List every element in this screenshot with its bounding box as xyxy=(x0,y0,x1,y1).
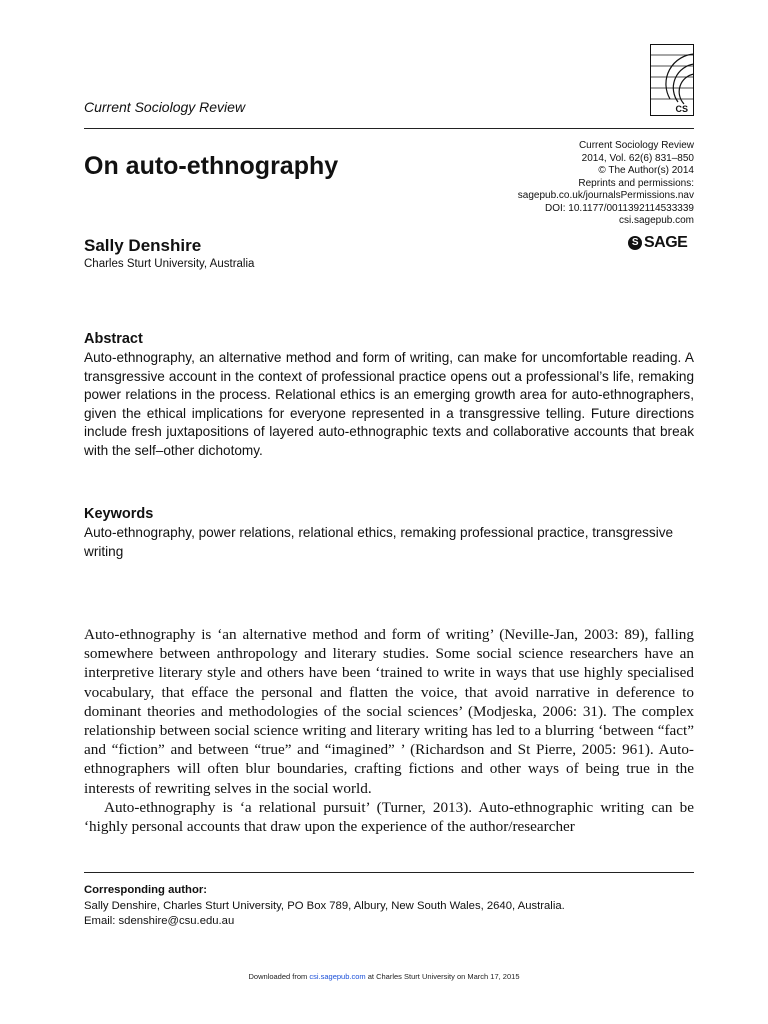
author-affiliation: Charles Sturt University, Australia xyxy=(84,258,255,270)
journal-logo xyxy=(650,44,694,116)
download-suffix: at Charles Sturt University on March 17, 2015 xyxy=(367,972,520,981)
article-title: On auto-ethnography xyxy=(84,152,339,180)
header-divider xyxy=(84,128,694,129)
meta-volume: 2014, Vol. 62(6) 831–850 xyxy=(581,152,694,164)
corresponding-author-address: Sally Denshire, Charles Sturt University, PO Box 789, Albury, New South Wales, 2640, Australia. xyxy=(84,899,565,912)
body-paragraph: Auto-ethnography is ‘a relational pursuit’ (Turner, 2013). Auto-ethnographic writing can be ‘highly personal accounts that draw upon the experience of the author/researcher xyxy=(84,798,694,836)
meta-website[interactable]: csi.sagepub.com xyxy=(618,215,694,226)
corresponding-author-label: Corresponding author: xyxy=(84,884,208,896)
meta-journal: Current Sociology Review xyxy=(578,140,694,151)
article-metadata xyxy=(518,140,694,228)
journal-header: Current Sociology Review xyxy=(84,99,246,115)
footnote-divider xyxy=(84,872,694,873)
sage-wordmark: SAGE xyxy=(644,234,688,251)
sage-logo xyxy=(628,234,687,252)
abstract-text: Auto-ethnography, an alternative method and form of writing, can make for uncomfortable reading. A transgressive account in the context of professional practice opens out a professional’s life, remaking power relations in the process. Relational ethics is an emerging growth area for auto-ethnographers, given the ethical implications for everyone represented in a transgressive telling. Future directions include fresh juxtapositions of layered auto-ethnographic texts and collaborative accounts that break with the self–other dichotomy. xyxy=(84,350,694,458)
download-prefix: Downloaded from xyxy=(248,972,308,981)
keywords-text: Auto-ethnography, power relations, relational ethics, remaking professional practice, transgressive writing xyxy=(84,525,674,559)
corresponding-author-email[interactable]: Email: sdenshire@csu.edu.au xyxy=(84,915,235,927)
journal-logo-text: CS xyxy=(675,104,688,114)
keywords-heading: Keywords xyxy=(84,506,154,522)
meta-permissions-url[interactable]: sagepub.co.uk/journalsPermissions.nav xyxy=(517,190,694,201)
download-notice xyxy=(0,972,768,981)
meta-doi[interactable]: DOI: 10.1177/0011392114533339 xyxy=(544,202,694,214)
download-link[interactable]: csi.sagepub.com xyxy=(309,972,366,981)
meta-reprints: Reprints and permissions: xyxy=(578,177,694,189)
body-paragraph: Auto-ethnography is ‘an alternative method and form of writing’ (Neville-Jan, 2003: 89), falling somewhere between anthropology and literary studies. Some social science researchers have an interpretive literary style and others have been ‘trained to write in ways that use highly specialised vocabulary, that efface the personal and flatten the voice, that avoid narrative in deference to dominant theories and methodologies of the social sciences’ (Modjeska, 2006: 31). The complex relationship between social science writing and literary writing has led to a blurring ‘between “fact” and “fiction” and between “true” and “imagined” ’ (Richardson and St Pierre, 2005: 961). Auto-ethnographers will often blur boundaries, crafting fictions and other ways of being true in the interests of rewriting selves in the social world. xyxy=(84,626,694,797)
article-body xyxy=(84,625,694,836)
meta-copyright: © The Author(s) 2014 xyxy=(598,165,694,176)
abstract-heading: Abstract xyxy=(84,331,143,347)
author-name: Sally Denshire xyxy=(84,236,202,255)
corresponding-author xyxy=(84,883,565,930)
sage-mark-icon: S xyxy=(628,236,642,250)
